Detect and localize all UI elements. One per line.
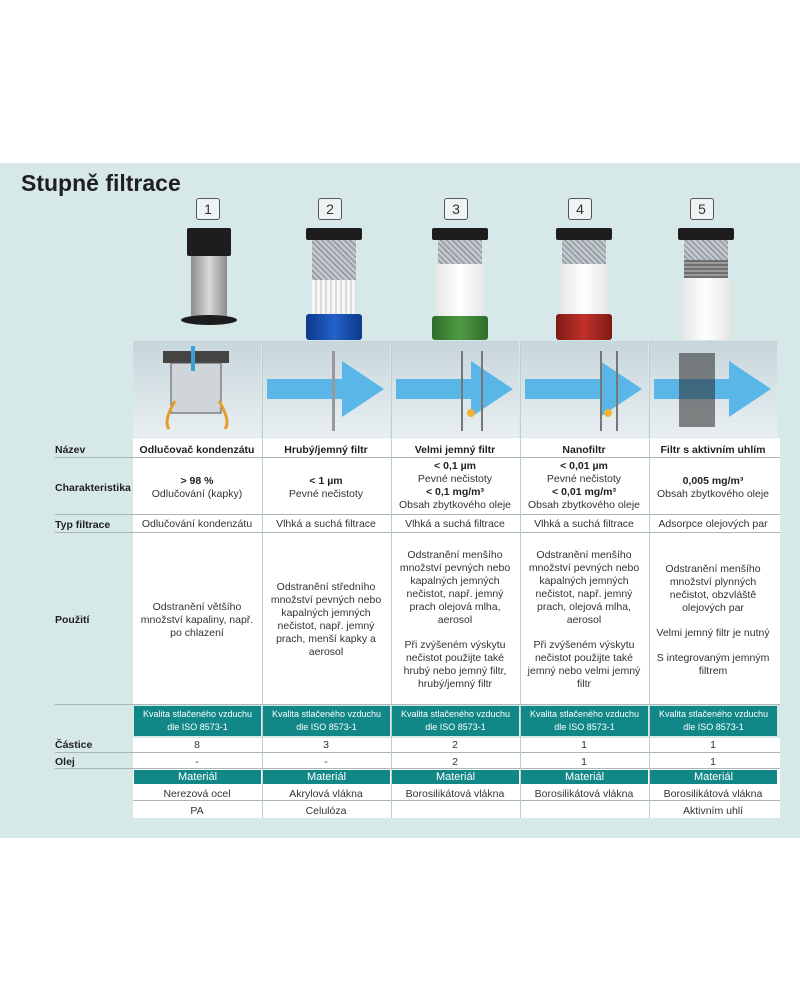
characteristic-line: Pevné nečistoty (417, 473, 493, 485)
oil-class: - (195, 756, 199, 768)
quality-header: Kvalita stlačeného vzduchu dle ISO 8573-1 (392, 706, 519, 736)
usage-paragraph: Odstranění menšího množství plynných nečistot, obzvláště olejových par (665, 562, 761, 614)
filter-image-4 (556, 228, 612, 340)
usage-paragraph: Velmi jemný filtr je nutný (656, 626, 770, 639)
usage-paragraph: S integrovaným jemným filtrem (656, 651, 770, 677)
row-label-nazev: Název (55, 444, 86, 456)
characteristic-line: < 0,01 µm (560, 460, 608, 472)
filtration-type: Vlhká a suchá filtrace (534, 518, 634, 530)
characteristic-line: Odlučování (kapky) (151, 488, 243, 500)
quality-header: Kvalita stlačeného vzduchu dle ISO 8573-1 (134, 706, 261, 736)
material-header: Materiál (134, 770, 261, 784)
usage-paragraph: Odstranění středního množství pevných nebo kapalných jemných nečistot, např. jemný prach, menší kapky a aerosol (270, 581, 382, 658)
particles-class: 2 (452, 739, 458, 751)
material-header: Materiál (263, 770, 390, 784)
nanofilter-diagram (520, 341, 648, 437)
material-2: PA (190, 805, 204, 817)
characteristic-line: Pevné nečistoty (546, 473, 622, 485)
stage-number-5: 5 (690, 198, 714, 220)
particles-class: 8 (194, 739, 200, 751)
characteristic-line: Obsah zbytkového oleje (656, 488, 770, 500)
page-title: Stupně filtrace (21, 170, 181, 196)
material-1: Borosilikátová vlákna (405, 788, 505, 800)
coarse-filter-diagram (262, 341, 390, 437)
stage-number-4: 4 (568, 198, 592, 220)
material-1: Borosilikátová vlákna (663, 788, 763, 800)
stage-number-1: 1 (196, 198, 220, 220)
column-name: Velmi jemný filtr (414, 444, 496, 456)
material-1: Nerezová ocel (163, 788, 231, 800)
filter-image-2 (306, 228, 362, 340)
material-2: Aktivním uhlí (682, 805, 744, 817)
characteristic-line: 0,005 mg/m³ (682, 475, 744, 487)
row-label-pouziti: Použití (55, 614, 90, 626)
usage-paragraph: Při zvýšeném výskytu nečistot použijte také jemný nebo velmi jemný filtr (527, 639, 641, 690)
row-label-typ: Typ filtrace (55, 519, 111, 531)
usage-text (655, 540, 771, 700)
oil-class: 1 (710, 756, 716, 768)
material-header: Materiál (650, 770, 777, 784)
row-label-castice: Částice (55, 739, 93, 751)
filtration-type: Adsorpce olejových par (658, 518, 768, 530)
usage-paragraph: Odstranění většího množství kapaliny, např. po chlazení (140, 600, 254, 639)
quality-header: Kvalita stlačeného vzduchu dle ISO 8573-1 (650, 706, 777, 736)
material-header: Materiál (521, 770, 648, 784)
filter-image-5 (678, 228, 734, 340)
particles-class: 3 (323, 739, 329, 751)
oil-class: 1 (581, 756, 587, 768)
oil-class: 2 (452, 756, 458, 768)
stage-number-2: 2 (318, 198, 342, 220)
characteristic-line: Obsah zbytkového oleje (398, 499, 512, 511)
usage-text (397, 540, 513, 700)
particles-class: 1 (710, 739, 716, 751)
characteristic-line: Obsah zbytkového oleje (527, 499, 641, 511)
filter-image-3 (432, 228, 488, 340)
usage-text (526, 540, 642, 700)
material-2: Celulóza (305, 805, 347, 817)
filter-image-1 (187, 228, 231, 328)
usage-paragraph: Odstranění menšího množství pevných nebo kapalných jemných nečistot, např. jemný prach olejová mlha, aerosol (399, 549, 511, 626)
characteristic-line: Pevné nečistoty (288, 488, 364, 500)
stage-number-3: 3 (444, 198, 468, 220)
quality-header: Kvalita stlačeného vzduchu dle ISO 8573-1 (263, 706, 390, 736)
usage-paragraph: Při zvýšeném výskytu nečistot použijte také hrubý nebo jemný filtr, hrubý/jemný filtr (403, 639, 507, 690)
usage-text (139, 540, 255, 700)
filtration-type: Odlučování kondenzátu (141, 518, 253, 530)
particles-class: 1 (581, 739, 587, 751)
column-name: Nanofiltr (562, 444, 606, 456)
oil-class: - (324, 756, 328, 768)
usage-text (268, 540, 384, 700)
characteristic-line: < 1 µm (309, 475, 343, 487)
quality-header: Kvalita stlačeného vzduchu dle ISO 8573-1 (521, 706, 648, 736)
filtration-type: Vlhká a suchá filtrace (405, 518, 505, 530)
characteristic-line: > 98 % (180, 475, 214, 487)
column-name: Hrubý/jemný filtr (284, 444, 368, 456)
characteristic-line: < 0,1 mg/m³ (425, 486, 485, 498)
column-name: Odlučovač kondenzátu (139, 444, 255, 456)
material-1: Akrylová vlákna (289, 788, 363, 800)
separation-diagram (133, 341, 261, 437)
row-label-olej: Olej (55, 756, 75, 768)
characteristic-line: < 0,01 mg/m³ (552, 486, 616, 498)
carbon-filter-diagram (649, 341, 777, 437)
material-header: Materiál (392, 770, 519, 784)
fine-filter-diagram (391, 341, 519, 437)
usage-paragraph: Odstranění menšího množství pevných nebo kapalných jemných nečistot, např. jemný prach, olejová mlha, aerosol (528, 549, 640, 626)
characteristic-line: < 0,1 µm (434, 460, 476, 472)
row-label-charakteristika: Charakteristika (55, 482, 131, 494)
filtration-type: Vlhká a suchá filtrace (276, 518, 376, 530)
material-1: Borosilikátová vlákna (534, 788, 634, 800)
column-name: Filtr s aktivním uhlím (660, 444, 766, 456)
